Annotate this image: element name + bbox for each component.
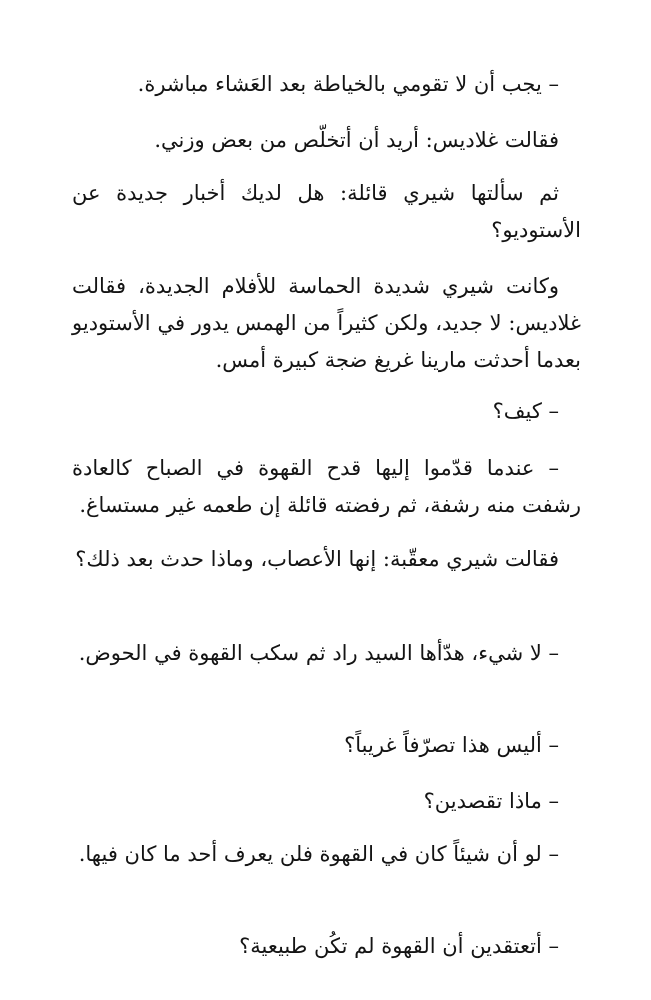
paragraph-12: – أتعتقدين أن القهوة لم تكُن طبيعية؟ — [239, 934, 559, 958]
paragraph-4: وكانت شيري شديدة الحماسة للأفلام الجديدة، فقالت غلاديس: لا جديد، ولكن كثيراً من الهمس يدور في الأستوديو بعدما أحدثت مارينا غريغ ضجة كبيرة أمس. — [72, 274, 581, 372]
paragraph-9: – أليس هذا تصرّفاً غريباً؟ — [344, 733, 559, 757]
paragraph-2: فقالت غلاديس: أريد أن أتخلّص من بعض وزني. — [154, 128, 559, 152]
paragraph-6: – عندما قدّموا إليها قدح القهوة في الصباح كالعادة رشفت منه رشفة، ثم رفضته قائلة إن طعمه غير مستساغ. — [72, 456, 581, 517]
paragraph-7: فقالت شيري معقّبة: إنها الأعصاب، وماذا حدث بعد ذلك؟ — [75, 547, 559, 571]
paragraph-11: – لو أن شيئاً كان في القهوة فلن يعرف أحد ما كان فيها. — [78, 842, 559, 866]
paragraph-10: – ماذا تقصدين؟ — [423, 789, 559, 813]
paragraph-3: ثم سألتها شيري قائلة: هل لديك أخبار جديدة عن الأستوديو؟ — [72, 181, 581, 242]
paragraph-5: – كيف؟ — [492, 399, 559, 423]
paragraph-8: – لا شيء، هدّأها السيد راد ثم سكب القهوة في الحوض. — [78, 641, 559, 665]
paragraph-1: – يجب أن لا تقومي بالخياطة بعد العَشاء مباشرة. — [137, 72, 559, 96]
